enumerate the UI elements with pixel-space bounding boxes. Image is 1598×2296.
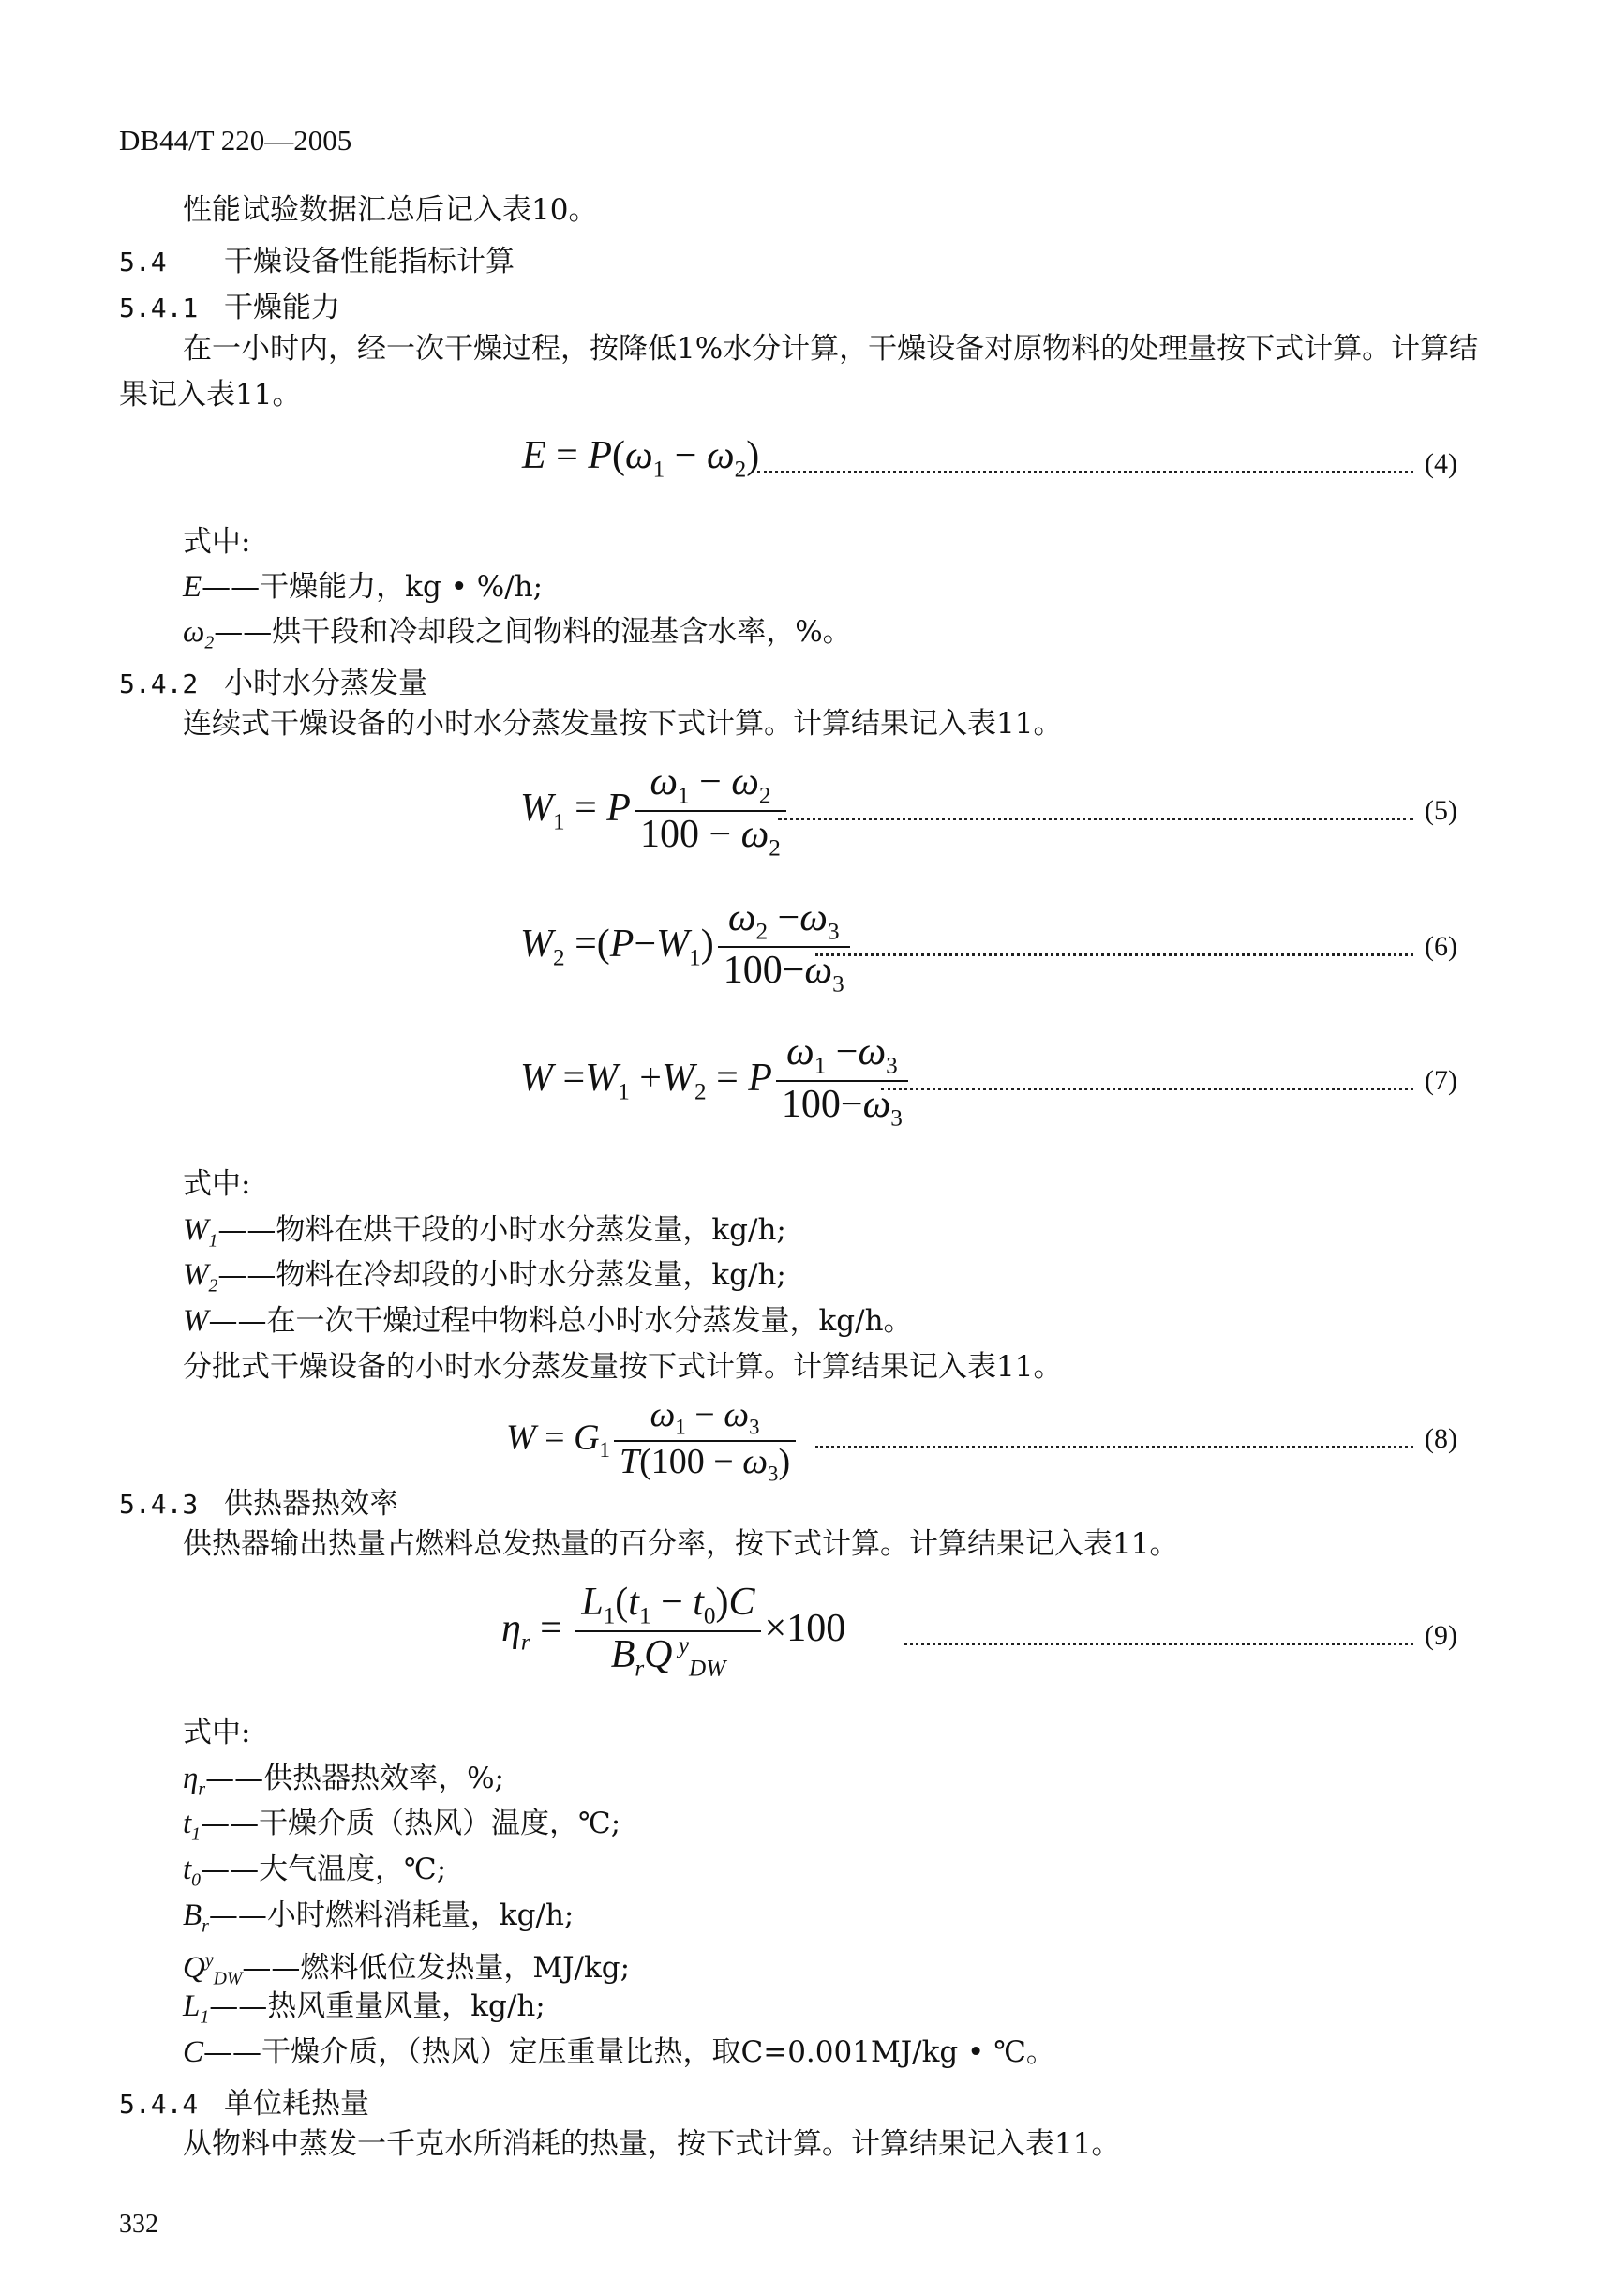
definition-t0: $t_0——$大气温度，℃; xyxy=(183,1853,447,1891)
page-number: 332 xyxy=(119,2210,158,2239)
dot-leader xyxy=(881,1088,1413,1090)
definition-Br: $B_r——$小时燃料消耗量，kg/h; xyxy=(183,1898,575,1937)
paragraph-543: 供热器输出热量占燃料总发热量的百分率，按下式计算。计算结果记入表11。 xyxy=(183,1527,1179,1561)
definition-text: ——供热器热效率，%; xyxy=(205,1762,504,1795)
section-title: 干燥设备性能指标计算 xyxy=(224,245,515,278)
definition-text: ——干燥能力，kg • %/h; xyxy=(202,570,544,604)
equation-number-9: (9) xyxy=(1425,1620,1457,1651)
section-number: 5.4 xyxy=(119,247,167,278)
section-5-4-4 xyxy=(119,2079,369,2122)
definition-W1: $W_1——$物料在烘干段的小时水分蒸发量，kg/h; xyxy=(183,1213,786,1252)
section-5-4-3 xyxy=(119,1479,398,1522)
where-label: 式中: xyxy=(183,1716,251,1749)
definition-text: ——干燥介质（热风）温度，℃; xyxy=(201,1807,621,1840)
intro-line: 性能试验数据汇总后记入表10。 xyxy=(183,193,598,227)
definition-C: C——干燥介质，（热风）定压重量比热，取C=0.001MJ/kg • ℃。 xyxy=(183,2035,1055,2069)
paragraph-541-line2: 果记入表11。 xyxy=(119,378,302,412)
definition-text: ——大气温度，℃; xyxy=(201,1853,447,1886)
section-number: 5.4.4 xyxy=(119,2089,199,2120)
definition-text: ——小时燃料消耗量，kg/h; xyxy=(208,1898,575,1932)
dot-leader xyxy=(778,818,1413,820)
dot-leader xyxy=(815,1446,1413,1448)
definition-text: ——烘干段和冷却段之间物料的湿基含水率，%。 xyxy=(214,615,852,649)
definition-eta: $\eta_r——$供热器热效率，%; xyxy=(183,1762,504,1800)
definition-t1: $t_1——$干燥介质（热风）温度，℃; xyxy=(183,1807,621,1845)
section-number: 5.4.2 xyxy=(119,668,199,699)
definition-Q: $Q^y_{DW}——$燃料低位发热量，MJ/kg; xyxy=(183,1950,631,1989)
definition-text: ——物料在烘干段的小时水分蒸发量，kg/h; xyxy=(217,1213,786,1247)
equation-4: $E = P(\omega_1 - \omega_2)$ xyxy=(522,434,760,483)
document-header: DB44/T 220—2005 xyxy=(119,124,352,157)
definition-text: ——燃料低位发热量，MJ/kg; xyxy=(242,1951,631,1985)
equation-number-4: (4) xyxy=(1425,448,1457,479)
definition-W: W——在一次干燥过程中物料总小时水分蒸发量，kg/h。 xyxy=(183,1304,913,1338)
equation-5: $W_1 = P$ $\frac{\omega_1 - \omega_2}{100 - \omega_2}$ xyxy=(520,759,790,863)
paragraph-541-line1: 在一小时内，经一次干燥过程，按降低1%水分计算，干燥设备对原物料的处理量按下式计算。计算结 xyxy=(183,332,1479,366)
dot-leader xyxy=(904,1643,1413,1645)
definition-text: ——热风重量风量，kg/h; xyxy=(209,1989,545,2023)
equation-number-7: (7) xyxy=(1425,1065,1457,1096)
definition-E: E——干燥能力，kg • %/h; xyxy=(183,570,544,604)
dot-leader xyxy=(757,471,1413,473)
section-title: 供热器热效率 xyxy=(224,1487,398,1521)
definition-L1: $L_1——$热风重量风量，kg/h; xyxy=(183,1989,545,2028)
definition-text: ——干燥介质，（热风）定压重量比热，取C=0.001MJ/kg • ℃。 xyxy=(203,2035,1055,2069)
section-title: 干燥能力 xyxy=(224,291,340,324)
paragraph-542: 连续式干燥设备的小时水分蒸发量按下式计算。计算结果记入表11。 xyxy=(183,707,1063,741)
equation-number-5: (5) xyxy=(1425,795,1457,826)
dot-leader xyxy=(815,953,1413,956)
section-number: 5.4.3 xyxy=(119,1489,199,1520)
equation-6: $W_2 =(P-W_1)$ $\frac{\omega_2 -\omega_3}{100-\omega_3}$ xyxy=(520,895,854,999)
where-label: 式中: xyxy=(183,525,251,559)
equation-9: $\eta_r$ = $\frac{L_1(t_1 - t_0)C}{B_rQ ^y_{DW}}$ ×100 xyxy=(501,1581,846,1682)
definition-omega2: $\omega_2——$烘干段和冷却段之间物料的湿基含水率，%。 xyxy=(183,615,852,653)
section-number: 5.4.1 xyxy=(119,293,199,323)
section-title: 小时水分蒸发量 xyxy=(224,667,427,700)
equation-8: $W = G_1$ $\frac{\omega_1 - \omega_3}{T(100 - \omega_3)}$ xyxy=(506,1395,799,1487)
paragraph-544: 从物料中蒸发一千克水所消耗的热量，按下式计算。计算结果记入表11。 xyxy=(183,2127,1121,2161)
equation-number-6: (6) xyxy=(1425,931,1457,962)
section-5-4-1 xyxy=(119,283,340,325)
section-5-4 xyxy=(119,237,515,279)
section-5-4-2 xyxy=(119,659,427,701)
equation-7: $W =W_1 +W_2 = P$ $\frac{\omega_1 -\omega_3}{100-\omega_3}$ xyxy=(520,1029,912,1133)
definition-text: ——物料在冷却段的小时水分蒸发量，kg/h; xyxy=(217,1258,786,1292)
paragraph-542b: 分批式干燥设备的小时水分蒸发量按下式计算。计算结果记入表11。 xyxy=(183,1350,1063,1384)
definition-W2: $W_2——$物料在冷却段的小时水分蒸发量，kg/h; xyxy=(183,1258,786,1297)
equation-number-8: (8) xyxy=(1425,1423,1457,1454)
section-title: 单位耗热量 xyxy=(224,2087,369,2121)
definition-text: ——在一次干燥过程中物料总小时水分蒸发量，kg/h。 xyxy=(208,1304,913,1338)
where-label: 式中: xyxy=(183,1167,251,1201)
